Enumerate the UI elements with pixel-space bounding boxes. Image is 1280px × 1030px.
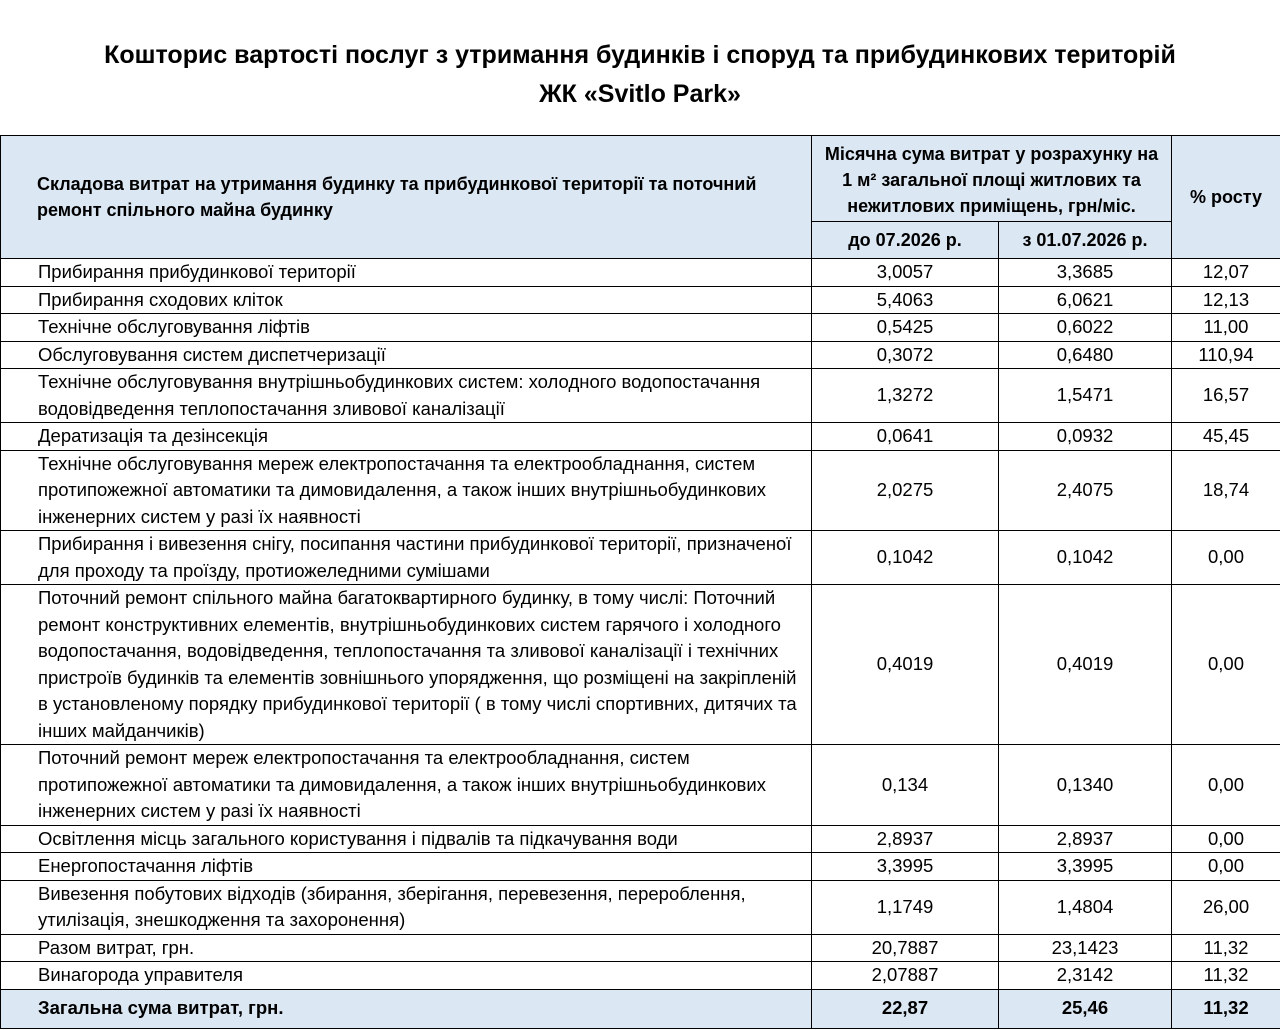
table-row [1, 341, 1280, 369]
row-growth-value: 110,94 [1172, 341, 1280, 369]
table-row [1, 369, 1280, 423]
row-label: Разом витрат, грн. [1, 934, 812, 962]
row-growth-value: 11,32 [1172, 934, 1280, 962]
row-after-value: 2,8937 [999, 825, 1172, 853]
row-before-value: 20,7887 [812, 934, 999, 962]
row-growth-value: 18,74 [1172, 450, 1280, 531]
header-before-date: до 07.2026 р. [812, 222, 999, 259]
total-before-value: 22,87 [812, 989, 999, 1028]
table-row [1, 531, 1280, 585]
table-row [1, 423, 1280, 451]
table-row [1, 450, 1280, 531]
row-growth-value: 0,00 [1172, 853, 1280, 881]
row-before-value: 0,4019 [812, 585, 999, 745]
row-before-value: 0,1042 [812, 531, 999, 585]
row-after-value: 6,0621 [999, 286, 1172, 314]
row-before-value: 0,3072 [812, 341, 999, 369]
row-growth-value: 45,45 [1172, 423, 1280, 451]
row-before-value: 5,4063 [812, 286, 999, 314]
row-after-value: 0,1042 [999, 531, 1172, 585]
header-monthly-cost: Місячна сума витрат у розрахунку на 1 м² загальної площі житлових та нежитлових приміщень, грн/міс. [812, 136, 1172, 222]
table-row [1, 314, 1280, 342]
total-label: Загальна сума витрат, грн. [1, 989, 812, 1028]
row-label: Технічне обслуговування мереж електропостачання та електрообладнання, систем протипожежної автоматики та димовидалення, а також інших внутрішньобудинкових інженерних систем у разі їх наявності [1, 450, 812, 531]
table-row [1, 259, 1280, 287]
row-growth-value: 0,00 [1172, 531, 1280, 585]
row-after-value: 0,6022 [999, 314, 1172, 342]
row-growth-value: 0,00 [1172, 825, 1280, 853]
row-label: Технічне обслуговування ліфтів [1, 314, 812, 342]
table-row [1, 853, 1280, 881]
row-label: Обслуговування систем диспетчеризації [1, 341, 812, 369]
header-description: Складова витрат на утримання будинку та прибудинкової території та поточний ремонт спільного майна будинку [1, 136, 812, 259]
row-growth-value: 11,32 [1172, 962, 1280, 990]
row-label: Винагорода управителя [1, 962, 812, 990]
row-before-value: 0,5425 [812, 314, 999, 342]
row-before-value: 3,0057 [812, 259, 999, 287]
row-after-value: 3,3685 [999, 259, 1172, 287]
row-growth-value: 16,57 [1172, 369, 1280, 423]
row-label: Технічне обслуговування внутрішньобудинкових систем: холодного водопостачання водовідведення теплопостачання зливової каналізації [1, 369, 812, 423]
page-title [0, 0, 1280, 108]
total-row [1, 989, 1280, 1028]
row-after-value: 2,4075 [999, 450, 1172, 531]
table-row [1, 585, 1280, 745]
row-label: Енергопостачання ліфтів [1, 853, 812, 881]
row-before-value: 2,07887 [812, 962, 999, 990]
row-label: Поточний ремонт спільного майна багатоквартирного будинку, в тому числі: Поточний ремонт конструктивних елементів, внутрішньобудинкових систем гарячого і холодного водопостачання, водовідведення, теплопостачання та зливової каналізації і технічних пристроїв будинків та елементів зовнішнього упорядження, що розміщені на закріпленій в установленому порядку прибудинкової території ( в тому числі спортивних, дитячих та інших майданчиків) [1, 585, 812, 745]
row-label: Прибирання і вивезення снігу, посипання частини прибудинкової території, призначеної для проходу та проїзду, протиожеледними сумішами [1, 531, 812, 585]
row-after-value: 0,1340 [999, 745, 1172, 826]
row-after-value: 2,3142 [999, 962, 1172, 990]
row-before-value: 1,1749 [812, 880, 999, 934]
row-label: Прибирання сходових кліток [1, 286, 812, 314]
row-before-value: 0,134 [812, 745, 999, 826]
header-after-date: з 01.07.2026 р. [999, 222, 1172, 259]
row-growth-value: 0,00 [1172, 585, 1280, 745]
row-label: Вивезення побутових відходів (збирання, зберігання, перевезення, перероблення, утилізація, знешкодження та захоронення) [1, 880, 812, 934]
table-row [1, 934, 1280, 962]
table-row [1, 745, 1280, 826]
row-label: Прибирання прибудинкової території [1, 259, 812, 287]
row-growth-value: 12,13 [1172, 286, 1280, 314]
row-before-value: 2,8937 [812, 825, 999, 853]
row-label: Дератизація та дезінсекція [1, 423, 812, 451]
title-line-1: Кошторис вартості послуг з утримання будинків і споруд та прибудинкових територій [104, 41, 1176, 69]
total-after-value: 25,46 [999, 989, 1172, 1028]
title-line-2: ЖК «Svitlo Park» [539, 80, 741, 108]
row-label: Освітлення місць загального користування і підвалів та підкачування води [1, 825, 812, 853]
total-growth-value: 11,32 [1172, 989, 1280, 1028]
row-before-value: 1,3272 [812, 369, 999, 423]
row-before-value: 3,3995 [812, 853, 999, 881]
row-label: Поточний ремонт мереж електропостачання та електрообладнання, систем протипожежної автоматики та димовидалення, а також інших внутрішньобудинкових інженерних систем у разі їх наявності [1, 745, 812, 826]
row-after-value: 1,4804 [999, 880, 1172, 934]
row-after-value: 23,1423 [999, 934, 1172, 962]
row-after-value: 0,6480 [999, 341, 1172, 369]
row-growth-value: 12,07 [1172, 259, 1280, 287]
row-before-value: 0,0641 [812, 423, 999, 451]
row-after-value: 0,4019 [999, 585, 1172, 745]
row-growth-value: 11,00 [1172, 314, 1280, 342]
table-row [1, 825, 1280, 853]
cost-estimate-table [0, 135, 1280, 1029]
table-row [1, 962, 1280, 990]
row-growth-value: 0,00 [1172, 745, 1280, 826]
row-after-value: 3,3995 [999, 853, 1172, 881]
row-after-value: 0,0932 [999, 423, 1172, 451]
row-before-value: 2,0275 [812, 450, 999, 531]
row-after-value: 1,5471 [999, 369, 1172, 423]
header-growth: % росту [1172, 136, 1280, 259]
table-row [1, 286, 1280, 314]
row-growth-value: 26,00 [1172, 880, 1280, 934]
table-row [1, 880, 1280, 934]
